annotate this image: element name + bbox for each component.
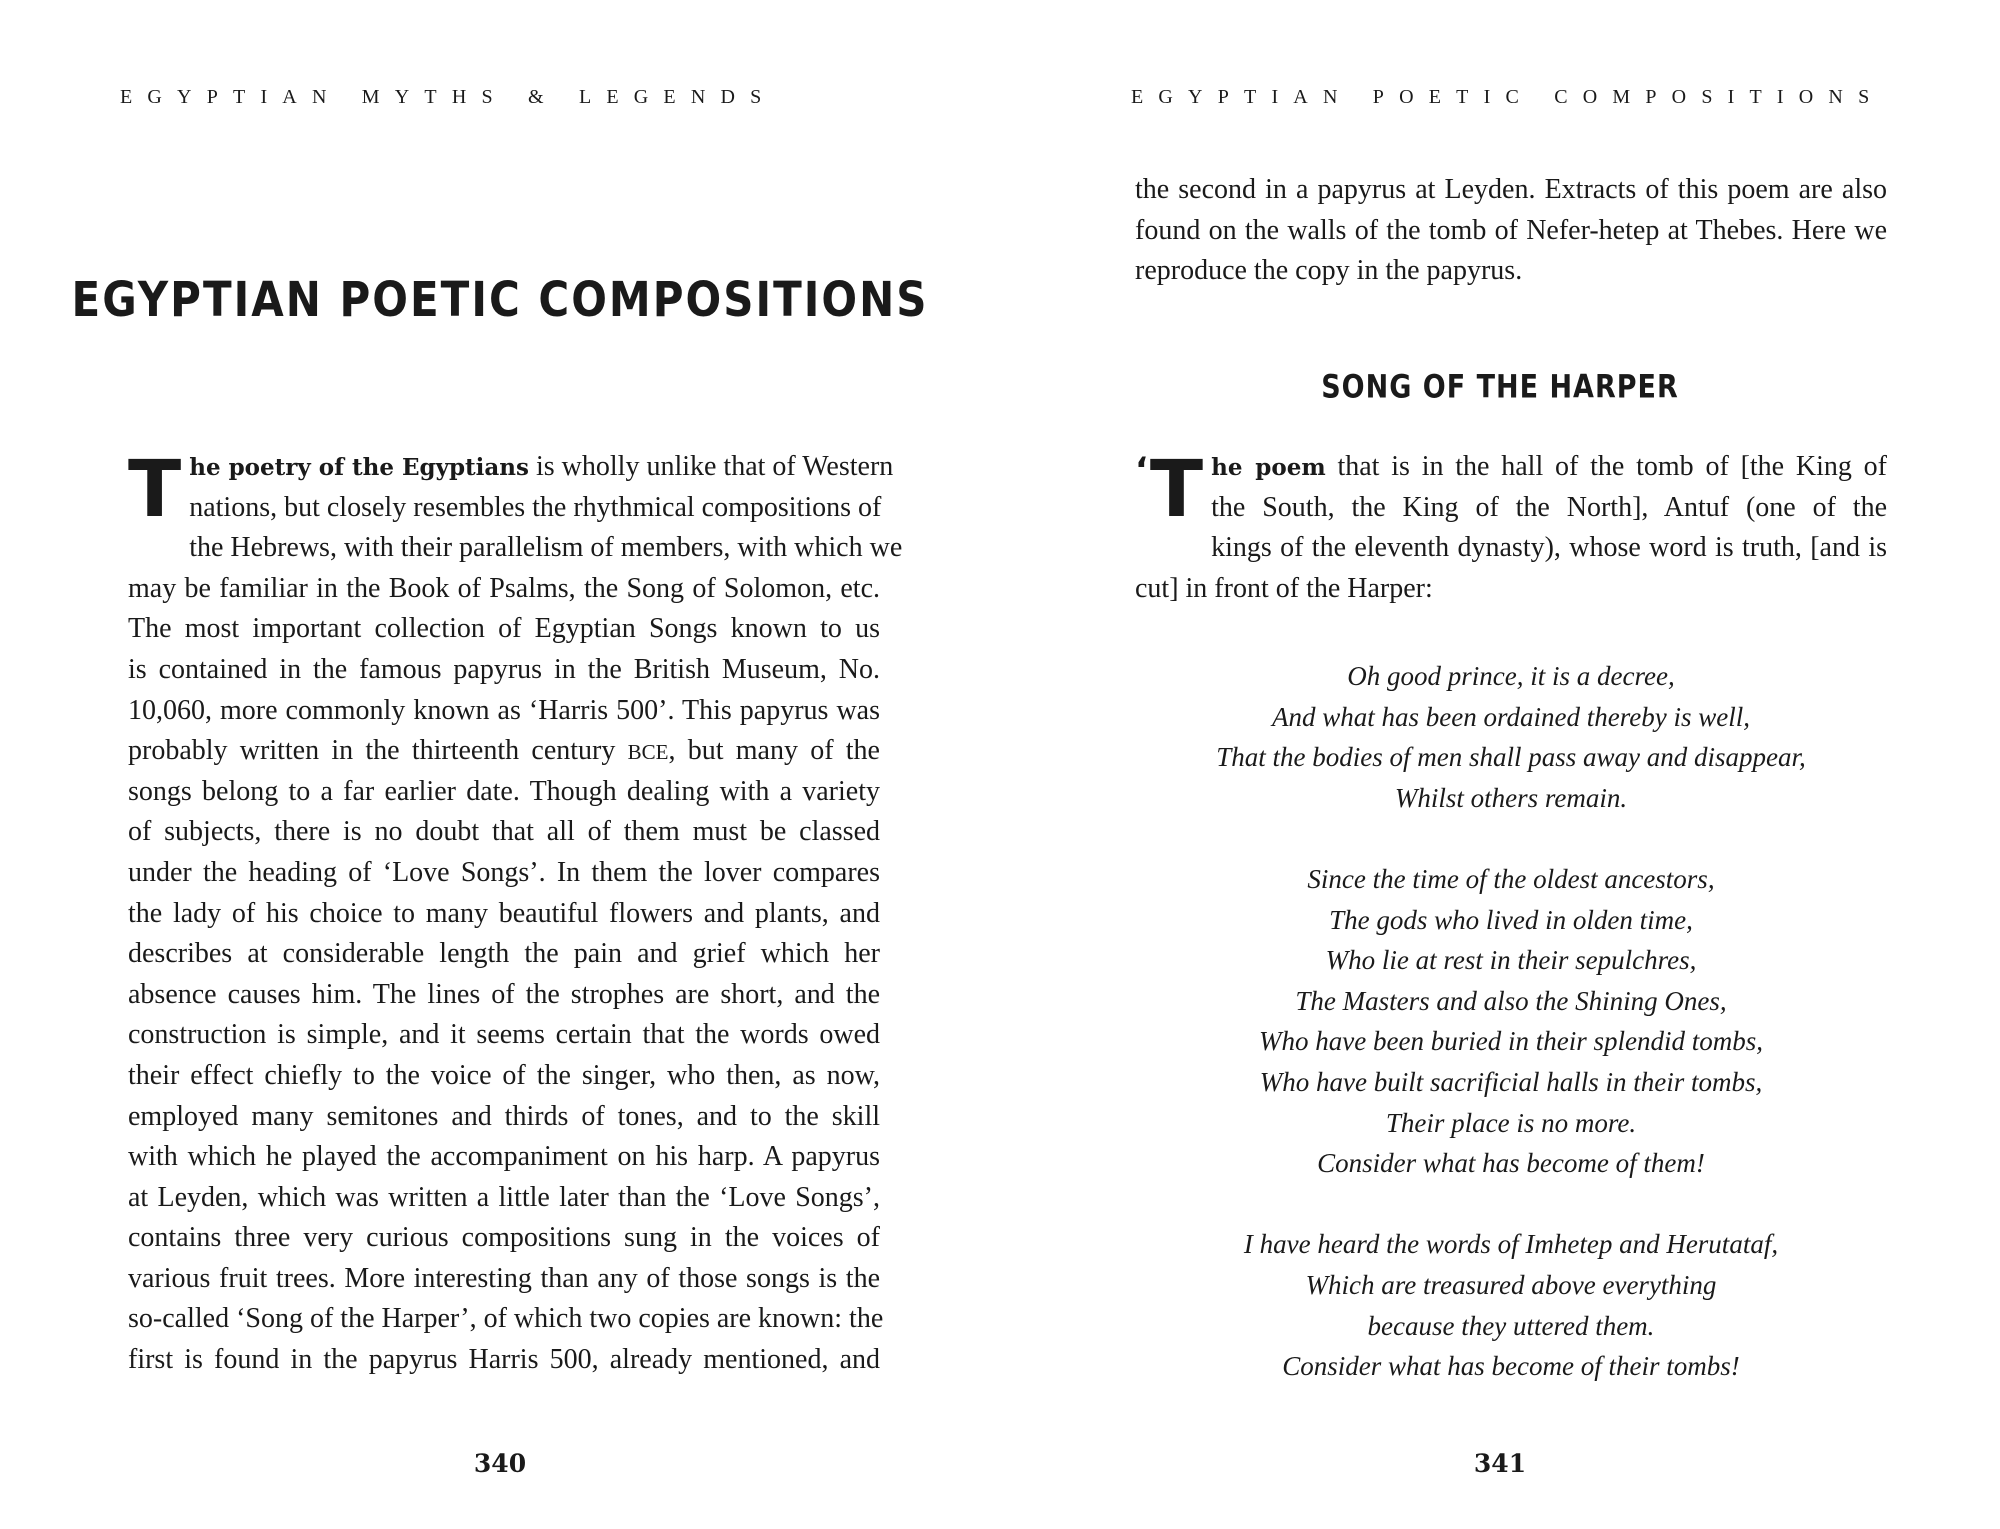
open-quote: ‘ — [1135, 450, 1148, 490]
text-line: may be familiar in the Book of Psalms, the Song of Solomon, etc. — [128, 572, 880, 604]
poem-line: Consider what has become of their tombs! — [1282, 1351, 1740, 1382]
chapter-title: EGYPTIAN POETIC COMPOSITIONS — [71, 271, 929, 328]
text-line: with which he played the accompaniment on his harp. A papyrus — [128, 1141, 880, 1173]
text-line: first is found in the papyrus Harris 500, already mentioned, and — [128, 1344, 880, 1376]
poem-line: Which are treasured above everything — [1305, 1269, 1717, 1300]
poem-line: That the bodies of men shall pass away and disappear, — [1216, 742, 1806, 773]
drop-cap: T — [128, 445, 182, 535]
poem-line: Their place is no more. — [1385, 1107, 1637, 1138]
poem-line: Oh good prince, it is a decree, — [1347, 661, 1675, 691]
poem-line: The Masters and also the Shining Ones, — [1295, 985, 1727, 1016]
poem-line: because they uttered them. — [1367, 1310, 1655, 1341]
text-line: employed many semitones and thirds of tones, and to the skill — [128, 1100, 880, 1132]
page-number-right: 341 — [1473, 1449, 1527, 1478]
text-line: under the heading of ‘Love Songs’. In them the lover compares — [128, 856, 880, 888]
text-line: absence causes him. The lines of the strophes are short, and the — [128, 978, 880, 1010]
text-line: cut] in front of the Harper: — [1135, 572, 1433, 604]
text-line: of subjects, there is no doubt that all of them must be classed — [128, 816, 880, 848]
text-line: kings of the eleventh dynasty), whose word is truth, [and is — [1211, 532, 1887, 564]
poem-line: Who lie at rest in their sepulchres, — [1325, 945, 1697, 976]
text-line: the lady of his choice to many beautiful flowers and plants, and — [128, 897, 880, 929]
poem-stanza — [1135, 656, 1887, 818]
text-line: 10,060, more commonly known as ‘Harris 500’. This papyrus was — [128, 694, 880, 726]
text-line: is contained in the famous papyrus in the British Museum, No. — [128, 653, 880, 685]
text-line: various fruit trees. More interesting than any of those songs is the — [128, 1262, 880, 1294]
text-line: the South, the King of the North], Antuf (one of the — [1211, 491, 1887, 523]
small-caps-bce: BCE — [627, 740, 669, 765]
continued-text — [1135, 170, 1887, 292]
right-page — [1000, 0, 2000, 1529]
poem-intro — [1135, 447, 1887, 609]
text-line: construction is simple, and it seems certain that the words owed — [128, 1019, 880, 1051]
text-line: reproduce the copy in the papyrus. — [1135, 255, 1523, 287]
poem-line: Consider what has become of them! — [1317, 1148, 1705, 1179]
text-line: nations, but closely resembles the rhythmical compositions of — [189, 491, 882, 523]
text-line: at Leyden, which was written a little later than the ‘Love Songs’, — [128, 1181, 880, 1213]
poem-line: And what has been ordained thereby is well, — [1272, 701, 1750, 732]
poem — [1135, 656, 1887, 1427]
poem-line: Who have been buried in their splendid tombs, — [1259, 1026, 1763, 1057]
text-line: the second in a papyrus at Leyden. Extracts of this poem are also — [1135, 174, 1887, 205]
poem-line: Whilst others remain. — [1394, 782, 1628, 813]
section-title: SONG OF THE HARPER — [1321, 368, 1679, 407]
drop-cap: T — [1149, 445, 1204, 535]
poem-line: Since the time of the oldest ancestors, — [1307, 863, 1715, 894]
poem-stanza — [1135, 859, 1887, 1184]
text-line: contains three very curious compositions sung in the voices of — [128, 1222, 880, 1254]
text-line: he poetry of the Egyptians is wholly unlike that of Western — [189, 451, 894, 482]
text-line: songs belong to a far earlier date. Though dealing with a variety — [128, 775, 880, 807]
text-line: their effect chiefly to the voice of the singer, who then, as now, — [128, 1059, 880, 1091]
body-text-left — [128, 445, 903, 1381]
page-number-left: 340 — [473, 1449, 527, 1478]
text-line: he poem that is in the hall of the tomb of [the King of — [1211, 451, 1887, 482]
poem-stanza — [1135, 1224, 1887, 1386]
text-line: so-called ‘Song of the Harper’, of which two copies are known: the — [128, 1303, 884, 1335]
running-head-right: EGYPTIAN POETIC COMPOSITIONS — [1131, 86, 1885, 108]
lead-in: he poetry of the Egyptians — [189, 454, 529, 481]
text-line: The most important collection of Egyptian Songs known to us — [128, 613, 880, 645]
poem-line: I have heard the words of Imhetep and Herutataf, — [1243, 1229, 1779, 1260]
poem-line: Who have built sacrificial halls in their tombs, — [1259, 1066, 1763, 1097]
running-head-left: EGYPTIAN MYTHS & LEGENDS — [120, 86, 777, 108]
lead-in: he poem — [1211, 454, 1326, 481]
text-line: describes at considerable length the pain and grief which her — [128, 938, 880, 970]
text-line: the Hebrews, with their parallelism of members, with which we — [189, 532, 903, 564]
text-line: probably written in the thirteenth century BCE, but many of the — [128, 735, 880, 767]
poem-line: The gods who lived in olden time, — [1329, 904, 1693, 935]
text-line: found on the walls of the tomb of Nefer-hetep at Thebes. Here we — [1135, 214, 1887, 246]
